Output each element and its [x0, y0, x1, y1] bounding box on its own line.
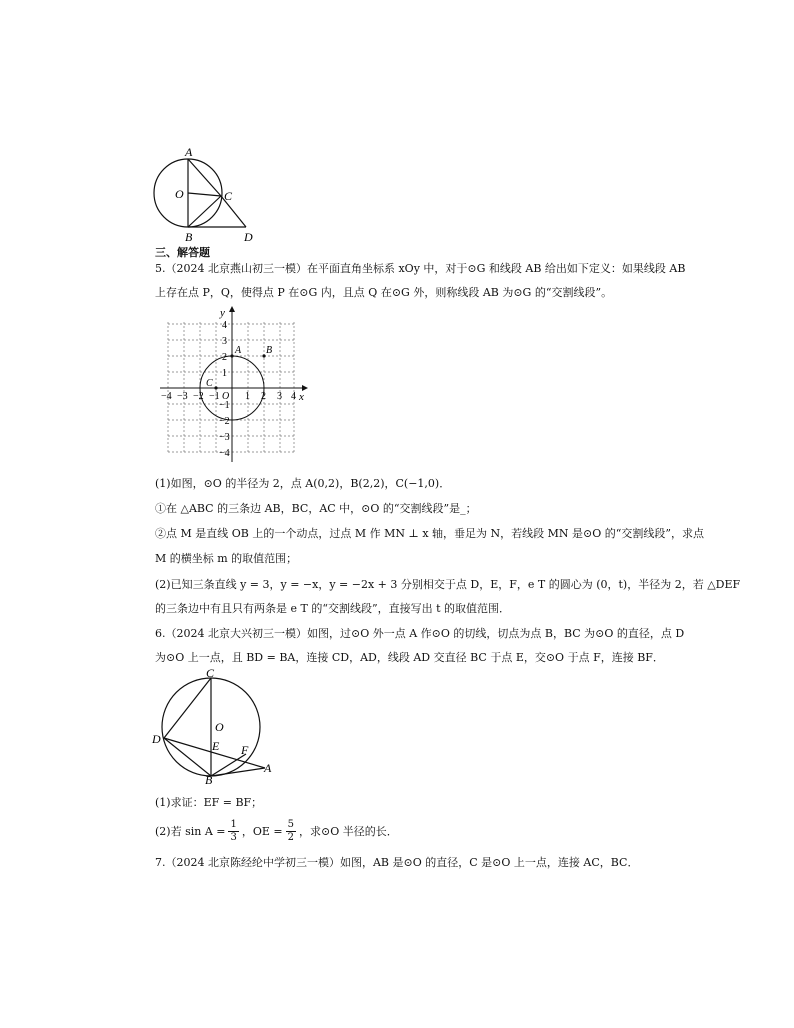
grid-lines	[168, 322, 294, 452]
label-b: B	[185, 230, 193, 244]
q6-part-2	[155, 816, 398, 846]
q6-part-1: (1)求证：EF = BF；	[155, 796, 263, 809]
fraction-1-denominator: 3	[230, 831, 237, 843]
q7-line-1: 7.（2024 北京陈经纶中学初三一模）如图，AB 是⊙O 的直径，C 是⊙O 上一点，连接 AC，BC．	[155, 856, 639, 869]
q5-part-1b-line-1: ②点 M 是直线 OB 上的一个动点，过点 M 作 MN ⊥ x 轴，垂足为 N，若线段 MN 是⊙O 的“交割线段”，求点	[155, 527, 705, 540]
segment-oc	[188, 193, 221, 196]
point-c	[214, 386, 217, 389]
q5-part-1b-line-2: M 的横坐标 m 的取值范围；	[155, 552, 298, 565]
y-axis-label: y	[220, 307, 225, 319]
y-tick-label: −1	[219, 400, 230, 411]
label-a: A	[264, 761, 272, 775]
origin-label: O	[222, 391, 230, 402]
x-tick-label: 2	[261, 391, 266, 402]
label-f: F	[241, 743, 249, 757]
x-tick-label: −4	[161, 391, 172, 402]
y-tick-label: −2	[219, 416, 230, 427]
y-tick-label: −3	[219, 432, 230, 443]
y-tick-label: −4	[219, 448, 230, 459]
label-o: O	[215, 720, 224, 734]
x-axis-label: x	[299, 391, 304, 403]
y-tick-label: 1	[222, 368, 227, 379]
y-tick-label: 2	[222, 352, 227, 363]
figure-circle-tangent-2	[150, 668, 280, 786]
q6-line-1: 6.（2024 北京大兴初三一模）如图，过⊙O 外一点 A 作⊙O 的切线，切点为点 B，BC 为⊙O 的直径，点 D	[155, 627, 685, 640]
label-o: O	[175, 187, 184, 201]
point-a-label: A	[235, 345, 242, 356]
x-tick-label: 4	[291, 391, 296, 402]
segment-cd	[164, 678, 211, 738]
fraction-1-numerator: 1	[230, 818, 237, 830]
label-a: A	[185, 145, 193, 159]
point-a	[230, 354, 233, 357]
q5-part-1: (1)如图，⊙O 的半径为 2，点 A(0,2)，B(2,2)，C(−1,0)．	[155, 477, 451, 490]
point-b-label: B	[266, 345, 273, 356]
x-tick-label: 3	[277, 391, 282, 402]
label-d: D	[244, 230, 253, 244]
q5-line-1: 5.（2024 北京燕山初三一模）在平面直角坐标系 xOy 中，对于⊙G 和线段 AB 给出如下定义：如果线段 AB	[155, 262, 686, 275]
q5-part-1a: ①在 △ABC 的三条边 AB，BC，AC 中，⊙O 的“交割线段”是_；	[155, 502, 477, 515]
tangent-ba	[211, 768, 265, 776]
fraction-2	[286, 819, 296, 844]
figure-coordinate-grid	[158, 306, 310, 464]
fraction-2-numerator: 5	[287, 818, 294, 830]
q5-line-2: 上存在点 P，Q，使得点 P 在⊙G 内，且点 Q 在⊙G 外，则称线段 AB 为⊙G 的“交割线段”。	[155, 286, 613, 299]
y-tick-labels	[219, 320, 230, 459]
x-tick-label: −2	[193, 391, 204, 402]
x-tick-label: −3	[177, 391, 188, 402]
fraction-1	[228, 819, 238, 844]
q6-line-2: 为⊙O 上一点，且 BD = BA，连接 CD，AD，线段 AD 交直径 BC 于点 E，交⊙O 于点 F，连接 BF．	[155, 651, 664, 664]
point-c-label: C	[206, 378, 213, 389]
q6-part-2-suffix: ，求⊙O 半径的长．	[299, 825, 398, 838]
q5-part-2-line-2: 的三条边中有且只有两条是 e T 的“交割线段”，直接写出 t 的取值范围．	[155, 602, 510, 615]
y-tick-label: 3	[222, 336, 227, 347]
x-tick-label: −1	[209, 391, 220, 402]
q6-part-2-mid: ，OE =	[241, 825, 283, 838]
label-c: C	[206, 668, 215, 680]
x-tick-label: 1	[245, 391, 250, 402]
label-b: B	[205, 773, 213, 786]
y-tick-label: 4	[222, 320, 227, 331]
segment-ac	[188, 159, 221, 196]
q6-part-2-prefix: (2)若 sin A =	[155, 825, 226, 838]
label-d: D	[152, 732, 161, 746]
fraction-2-denominator: 2	[287, 831, 294, 843]
label-c: C	[224, 189, 233, 203]
figure-circle-tangent	[148, 144, 258, 244]
y-axis-arrow	[229, 306, 235, 312]
label-e: E	[212, 739, 220, 753]
section-heading: 三、解答题	[155, 246, 210, 259]
q5-part-2-line-1: (2)已知三条直线 y = 3，y = −x，y = −2x + 3 分别相交于点 D，E，F，e T 的圆心为 (0，t)，半径为 2，若 △DEF	[155, 578, 741, 591]
